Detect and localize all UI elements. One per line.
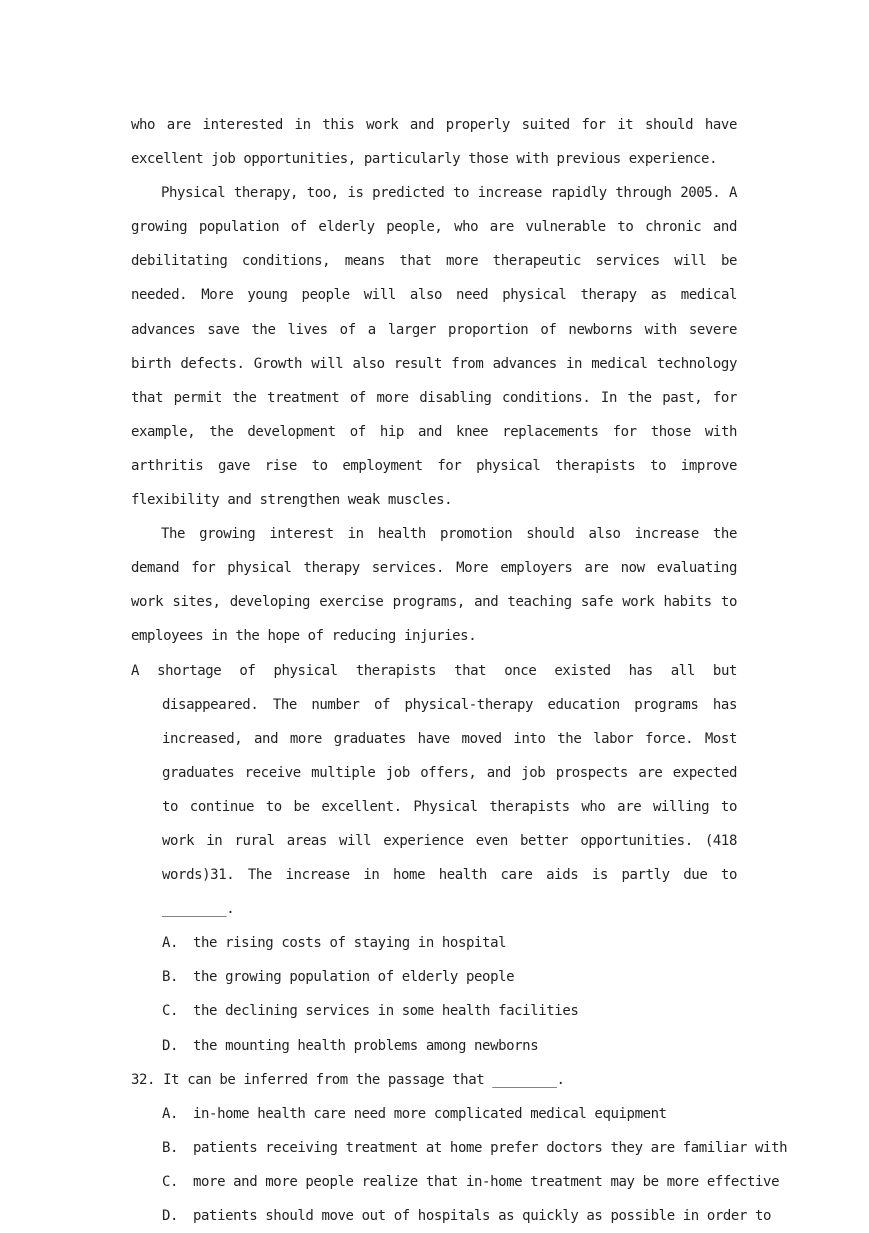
question-31-options bbox=[131, 926, 737, 1062]
question-32-option-a bbox=[131, 1097, 737, 1131]
question-31-option-b bbox=[131, 960, 737, 994]
question-32-stem: 32. It can be inferred from the passage that ________. bbox=[131, 1071, 565, 1088]
option-text: the mounting health problems among newborns bbox=[193, 1037, 539, 1054]
option-text: patients receiving treatment at home prefer doctors they are familiar with bbox=[193, 1139, 788, 1156]
question-31-option-a bbox=[131, 926, 737, 960]
question-32-option-c bbox=[131, 1165, 780, 1199]
option-letter: D. bbox=[162, 1037, 179, 1054]
question-31-option-d bbox=[131, 1029, 737, 1063]
document-page bbox=[131, 108, 788, 1233]
option-text: the rising costs of staying in hospital bbox=[193, 935, 507, 952]
option-letter: C. bbox=[162, 1173, 179, 1190]
question-31-option-c bbox=[131, 994, 737, 1028]
option-letter: B. bbox=[162, 1139, 179, 1156]
option-letter: D. bbox=[162, 1208, 179, 1224]
option-letter: C. bbox=[162, 1003, 179, 1020]
option-text: patients should move out of hospitals as quickly as possible in order to bbox=[193, 1208, 772, 1224]
passage-paragraph-1: who are interested in this work and properly suited for it should have excellent job opportunities, particularly those with previous experience. bbox=[131, 117, 737, 168]
passage-paragraph-2: Physical therapy, too, is predicted to increase rapidly through 2005. A growing population of elderly people, who are vulnerable to chronic and debilitating conditions, means that more therapeutic services will be needed. More young people will also need physical therapy as medical advances save the lives of a larger proportion of newborns with severe birth defects. Growth will also result from advances in medical technology that permit the treatment of more disabling conditions. In the past, for example, the development of hip and knee replacements for those with arthritis gave rise to employment for physical therapists to improve flexibility and strengthen weak muscles. bbox=[131, 185, 737, 509]
option-letter: A. bbox=[162, 1105, 179, 1122]
option-letter: B. bbox=[162, 969, 179, 986]
option-text: more and more people realize that in-home treatment may be more effective bbox=[193, 1173, 780, 1190]
question-32-options bbox=[131, 1097, 788, 1233]
question-32-option-b bbox=[131, 1131, 788, 1165]
passage-paragraph-4: A shortage of physical therapists that once existed has all but disappeared. The number of physical-therapy education programs has increased, and more graduates have moved into the labor force. Most graduates receive multiple job offers, and job prospects are expected to continue to be excellent. Physical therapists who are willing to work in rural areas will experience even better opportunities. (418 words)31. The increase in home health care aids is partly due to ________. bbox=[131, 662, 737, 918]
option-text: the declining services in some health facilities bbox=[193, 1003, 579, 1020]
option-text: in-home health care need more complicated medical equipment bbox=[193, 1105, 667, 1122]
option-letter: A. bbox=[162, 935, 179, 952]
option-text: the growing population of elderly people bbox=[193, 969, 515, 986]
passage-paragraph-3: The growing interest in health promotion should also increase the demand for physical therapy services. More employers are now evaluating work sites, developing exercise programs, and teaching safe work habits to employees in the hope of reducing injuries. bbox=[131, 526, 737, 645]
